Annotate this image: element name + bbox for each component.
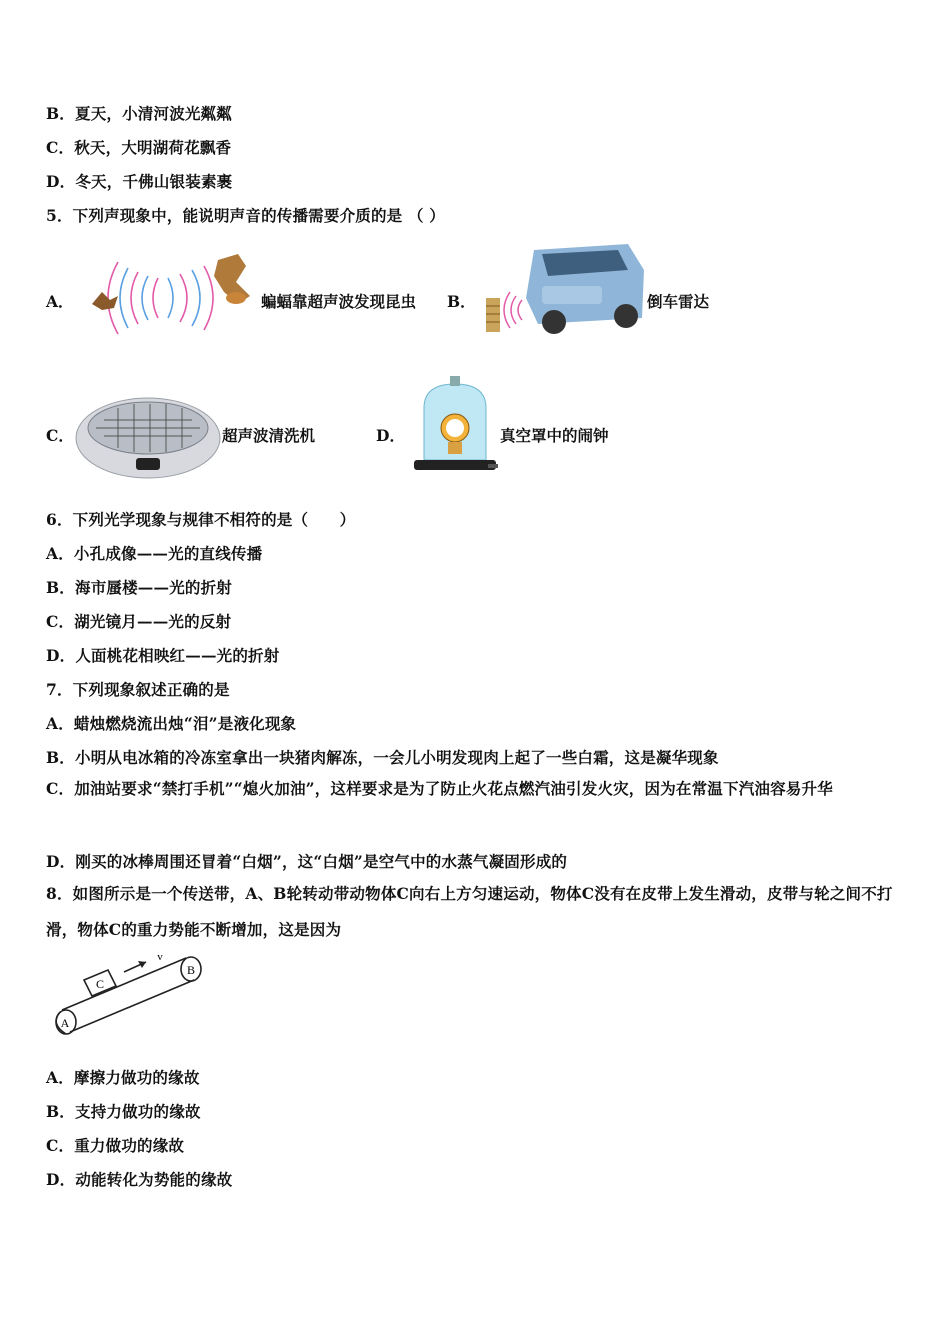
q5-option-d-caption: 真空罩中的闹钟 [500, 426, 609, 445]
q5-option-b-caption: 倒车雷达 [647, 292, 710, 311]
q7-option-b: B．小明从电冰箱的冷冻室拿出一块猪肉解冻，一会儿小明发现肉上起了一些白霜，这是凝华现象 [46, 748, 719, 767]
q4-option-c: C．秋天，大明湖荷花飘香 [46, 138, 232, 157]
q8-option-d: D．动能转化为势能的缘故 [46, 1170, 233, 1189]
q7-stem: 7．下列现象叙述正确的是 [46, 680, 230, 699]
q5-option-c-caption: 超声波清洗机 [222, 426, 316, 445]
q8-option-a: A．摩擦力做功的缘故 [46, 1068, 200, 1087]
conveyor-belt-diagram [46, 952, 208, 1038]
q5-option-c-letter: C． [46, 426, 74, 445]
q5-stem: 5．下列声现象中，能说明声音的传播需要介质的是 （ ） [46, 206, 445, 225]
q5-option-b-letter: B． [447, 292, 476, 311]
ultrasonic-cleaner-image [74, 388, 222, 480]
q4-option-d: D．冬天，千佛山银装素裹 [46, 172, 233, 191]
bell-jar-alarm-clock-image [410, 374, 500, 480]
reverse-radar-car-image [478, 240, 646, 340]
q6-stem: 6．下列光学现象与规律不相符的是（ ） [46, 510, 356, 529]
q5-option-d-letter: D． [376, 426, 405, 445]
q7-option-a: A．蜡烛燃烧流出烛“泪”是液化现象 [46, 714, 297, 733]
figure-label-a: A [60, 1016, 70, 1030]
figure-label-b: B [186, 963, 196, 977]
q6-option-a: A．小孔成像——光的直线传播 [46, 544, 263, 563]
figure-label-v: v [157, 952, 163, 963]
figure-label-c: C [95, 977, 105, 991]
q8-stem: 8．如图所示是一个传送带，A、B轮转动带动物体C向右上方匀速运动，物体C没有在皮带上发生滑动，皮带与轮之间不打滑，物体C的重力势能不断增加，这是因为 [46, 884, 893, 939]
q6-option-b: B．海市蜃楼——光的折射 [46, 578, 233, 597]
q5-option-a-caption: 蝙蝠靠超声波发现昆虫 [261, 292, 417, 311]
bat-ultrasound-image [88, 252, 258, 344]
q8-option-c: C．重力做功的缘故 [46, 1136, 185, 1155]
q5-option-a-letter: A． [46, 292, 74, 311]
q4-option-b: B．夏天，小清河波光粼粼 [46, 104, 233, 123]
q7-option-d: D．刚买的冰棒周围还冒着“白烟”，这“白烟”是空气中的水蒸气凝固形成的 [46, 852, 568, 871]
q6-option-c: C．湖光镜月——光的反射 [46, 612, 232, 631]
q8-option-b: B．支持力做功的缘故 [46, 1102, 201, 1121]
q7-option-c: C．加油站要求“禁打手机”“熄火加油”，这样要求是为了防止火花点燃汽油引发火灾，因为在常温下汽油容易升华 [46, 779, 833, 798]
q6-option-d: D．人面桃花相映红——光的折射 [46, 646, 280, 665]
